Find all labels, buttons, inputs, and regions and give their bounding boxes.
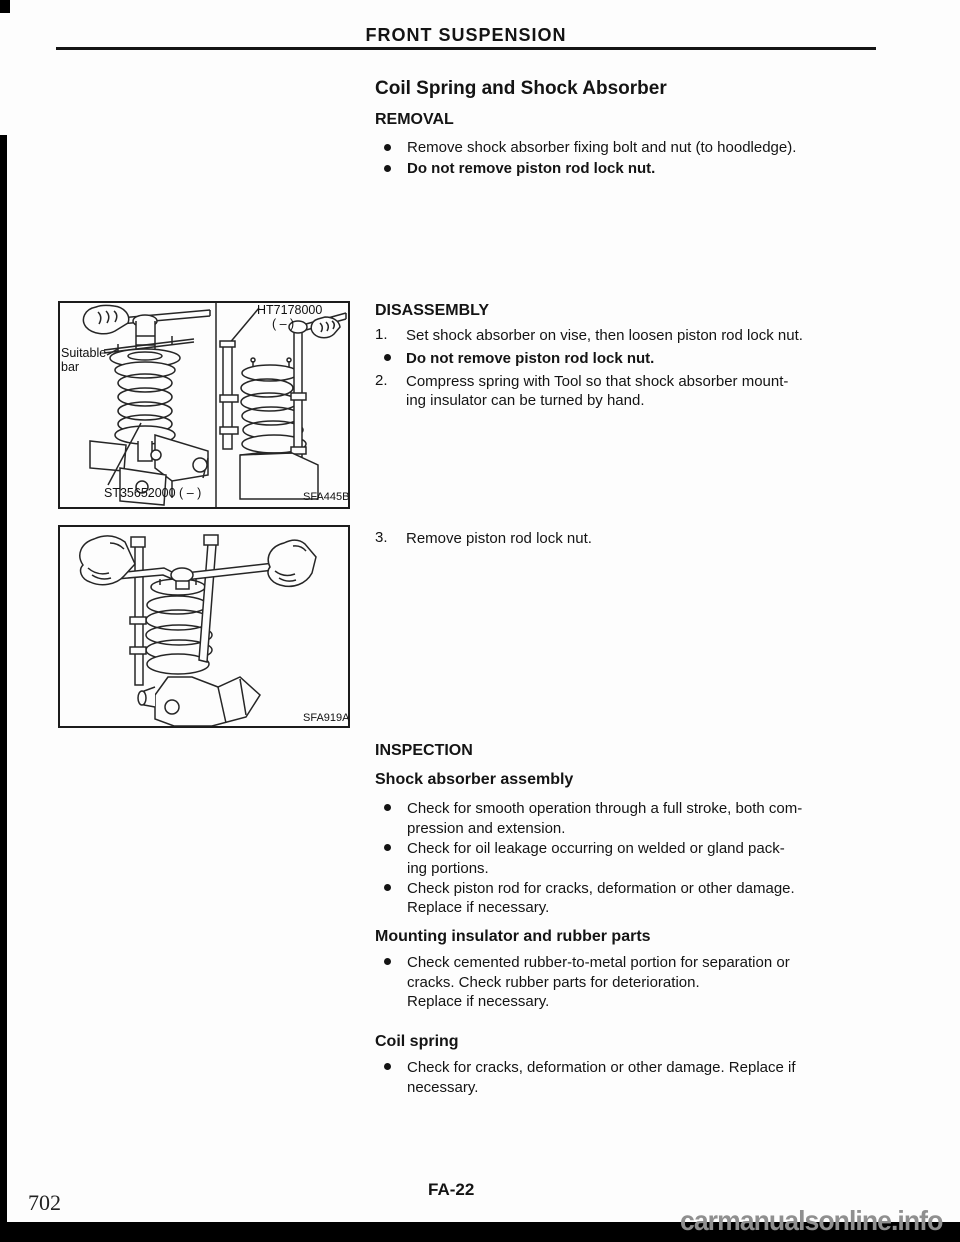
step-number: 3.: [375, 529, 388, 546]
shock-bullet-1-line-2: pression and extension.: [407, 820, 566, 837]
bullet-dot: [384, 804, 391, 811]
fig1-label-suitable-bar-2: bar: [61, 360, 80, 374]
watermark: carmanualsonline.info: [680, 1205, 943, 1236]
bullet-dot: [384, 844, 391, 851]
mounting-bullet-line-1: Check cemented rubber-to-metal portion for separation or: [407, 954, 790, 971]
removal-bullet-1: Remove shock absorber fixing bolt and nut (to hoodledge).: [407, 139, 797, 156]
fig1-label-tool-st: ST35652000 ( – ): [104, 486, 202, 500]
coil-bullet-line-2: necessary.: [407, 1079, 479, 1096]
disassembly-step-3: Remove piston rod lock nut.: [406, 530, 592, 547]
fig1-label-suitable-bar-1: Suitable: [61, 346, 107, 360]
fig2-code: SFA919A: [303, 712, 350, 724]
figure-remove-lock-nut: [58, 525, 350, 728]
disassembly-step-1: Set shock absorber on vise, then loosen piston rod lock nut.: [406, 327, 803, 344]
shock-bullet-3-line-2: Replace if necessary.: [407, 899, 550, 916]
shock-assembly-heading: Shock absorber assembly: [375, 771, 574, 788]
inspection-heading: INSPECTION: [375, 742, 473, 759]
disassembly-step-2-line-2: ing insulator can be turned by hand.: [406, 392, 645, 409]
coil-bullet-line-1: Check for cracks, deformation or other damage. Replace if: [407, 1059, 796, 1076]
fig1-label-tool-ht: HT7178000: [257, 303, 323, 317]
disassembly-note: Do not remove piston rod lock nut.: [406, 350, 655, 367]
removal-heading: REMOVAL: [375, 111, 454, 128]
shock-bullet-1-line-1: Check for smooth operation through a full stroke, both com-: [407, 800, 803, 817]
step-number: 1.: [375, 326, 388, 343]
page-code: FA-22: [428, 1180, 475, 1199]
page-number: 702: [28, 1190, 61, 1215]
header-rule: [56, 47, 876, 50]
removal-bullet-2: Do not remove piston rod lock nut.: [407, 160, 656, 177]
figure-disassembly-tools: [58, 301, 350, 509]
bullet-dot: [384, 1063, 391, 1070]
scan-artifact-corner: [0, 0, 10, 13]
coil-spring-heading: Coil spring: [375, 1033, 459, 1050]
figure1-illustration: [60, 303, 348, 507]
fig1-code: SFA445B: [303, 491, 350, 503]
bullet-dot: [384, 354, 391, 361]
bullet-dot: [384, 165, 391, 172]
bullet-dot: [384, 884, 391, 891]
step-number: 2.: [375, 372, 388, 389]
mounting-bullet-line-2: cracks. Check rubber parts for deterioration.: [407, 974, 700, 991]
scan-artifact-left-edge: [0, 135, 7, 1242]
page-header-title: FRONT SUSPENSION: [365, 25, 567, 45]
figure2-illustration: [60, 527, 348, 726]
mounting-bullet-line-3: Replace if necessary.: [407, 993, 550, 1010]
shock-bullet-2-line-1: Check for oil leakage occurring on welded or gland pack-: [407, 840, 785, 857]
bullet-dot: [384, 144, 391, 151]
bullet-dot: [384, 958, 391, 965]
shock-bullet-2-line-2: ing portions.: [407, 860, 489, 877]
disassembly-step-2-line-1: Compress spring with Tool so that shock absorber mount-: [406, 373, 789, 390]
shock-bullet-3-line-1: Check piston rod for cracks, deformation or other damage.: [407, 880, 795, 897]
fig1-label-tool-ht-suffix: ( – ): [272, 317, 295, 331]
article-title: Coil Spring and Shock Absorber: [375, 78, 667, 99]
disassembly-heading: DISASSEMBLY: [375, 302, 490, 319]
mounting-insulator-heading: Mounting insulator and rubber parts: [375, 928, 651, 945]
